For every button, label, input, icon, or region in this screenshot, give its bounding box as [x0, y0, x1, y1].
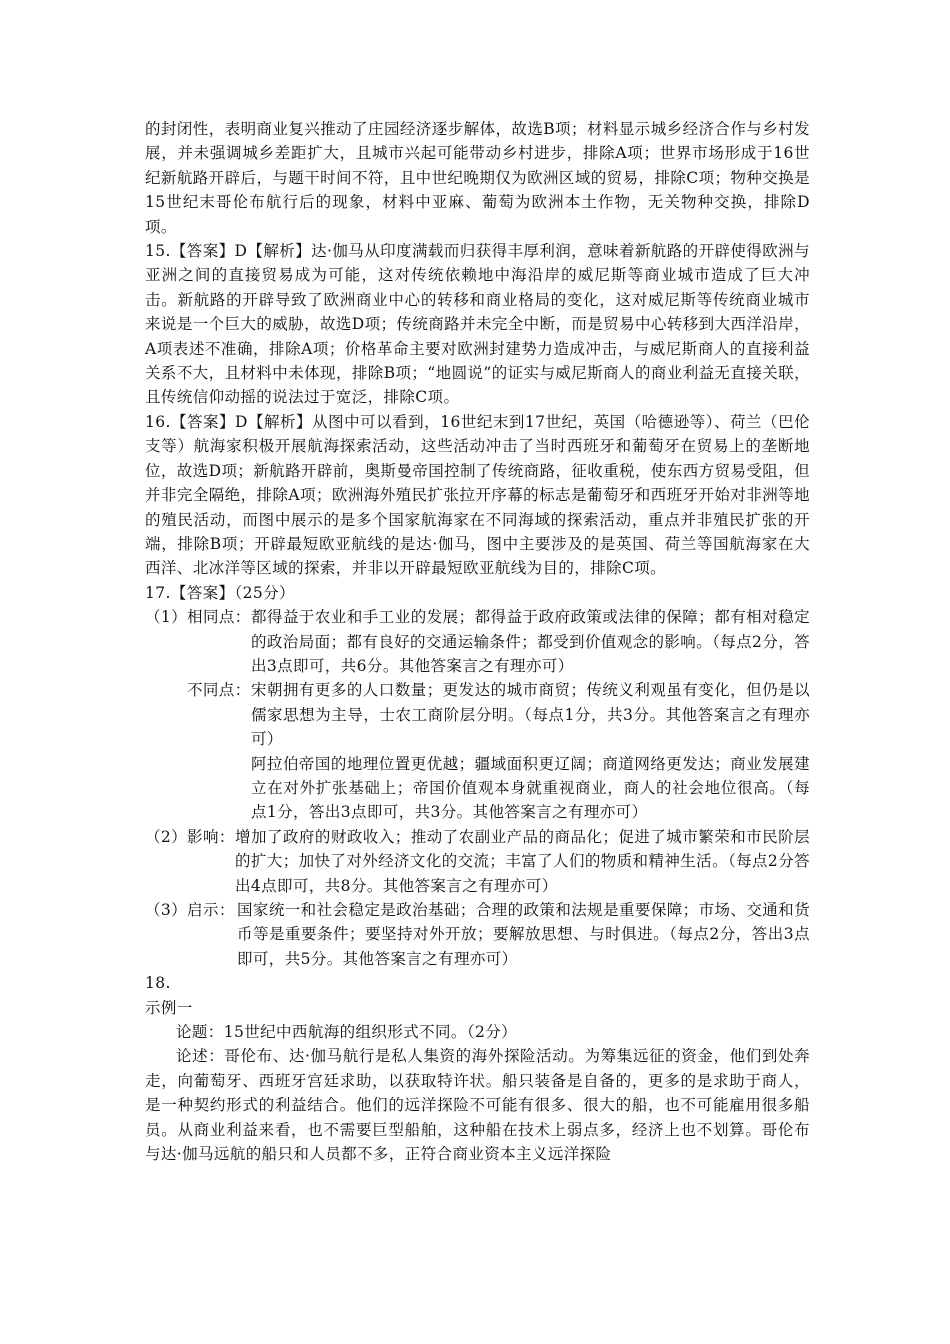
q17-part1-label: （1）相同点：: [145, 608, 251, 627]
q16-answer: 16.【答案】D【解析】从图中可以看到，16世纪末到17世纪，英国（哈德逊等）、荷兰（巴伦支等）航海家积极开展航海探索活动，这些活动冲击了当时西班牙和葡萄牙在贸易上的垄断地位，故选D项；新航路开辟前，奥斯曼帝国控制了传统商路，征收重税，使东西方贸易受阻，但并非完全隔绝，排除A项；欧洲海外殖民扩张拉开序幕的标志是葡萄牙和西班牙开始对非洲等地的殖民活动，而图中展示的是多个国家航海家在不同海域的探索活动，重点并非殖民扩张的开端，排除B项；开辟最短欧亚航线的是达·伽马，图中主要涉及的是英国、荷兰等国航海家在大西洋、北冰洋等区域的探索，并非以开辟最短欧亚航线为目的，排除C项。: [145, 412, 810, 578]
q17-diff-text: 宋朝拥有更多的人口数量；更发达的城市商贸；传统义利观虽有变化，但仍是以儒家思想为主导，士农工商阶层分明。（每点1分，共3分。其他答案言之有理亦可）: [251, 681, 810, 749]
q18-number: 18.: [145, 974, 171, 993]
q17-part1-text: 都得益于农业和手工业的发展；都得益于政府政策或法律的保障；都有相对稳定的政治局面；都有良好的交通运输条件；都受到价值观念的影响。（每点2分，答出3点即可，共6分。其他答案言之有理亦可）: [251, 608, 811, 675]
q17-part3: [145, 898, 810, 971]
q17-part3-text: 国家统一和社会稳定是政治基础；合理的政策和法规是重要保障；市场、交通和货币等是重要条件；要坚持对外开放；要解放思想、与时俱进。（每点2分，答出3点即可，共5分。其他答案言之有理亦可）: [237, 901, 810, 968]
q18-example-label: 示例一: [145, 998, 193, 1017]
q17-diff-label: 不同点：: [187, 681, 251, 700]
q18-thesis: 论题：15世纪中西航海的组织形式不同。（2分）: [176, 1023, 518, 1042]
q17-diff-text-arab: 阿拉伯帝国的地理位置更优越；疆域面积更辽阔；商道网络更发达；商业发展建立在对外扩张基础上；帝国价值观本身就重视商业，商人的社会地位很高。（每点1分，答出3点即可，共3分。其他答案言之有理亦可）: [251, 754, 810, 822]
q17-part3-label: （3）启示：: [145, 901, 235, 919]
q15-answer: 15.【答案】D【解析】达·伽马从印度满载而归获得丰厚利润，意味着新航路的开辟使得欧洲与亚洲之间的直接贸易成为可能，这对传统依赖地中海沿岸的威尼斯等商业城市造成了巨大冲击。新航路的开辟导致了欧洲商业中心的转移和商业格局的变化，这对威尼斯等传统商业城市来说是一个巨大的威胁，故选D项；传统商路并未完全中断，而是贸易中心转移到大西洋沿岸，A项表述不准确，排除A项；价格革命主要对欧洲封建势力造成冲击，与威尼斯商人的直接利益关系不大，且材料中未体现，排除B项；“地圆说”的证实与威尼斯商人的商业利益无直接关联，且传统信仰动摇的说法过于宽泛，排除C项。: [145, 242, 810, 407]
q17-part2-label: （2）影响：: [145, 827, 235, 846]
q18-argument: 论述：哥伦布、达·伽马航行是私人集资的海外探险活动。为筹集远征的资金，他们到处奔走，向葡萄牙、西班牙宫廷求助，以获取特许状。船只装备是自备的，更多的是求助于商人，是一种契约形式的利益结合。他们的远洋探险不可能有很多、很大的船，也不可能雇用很多船员。从商业利益来看，也不需要巨型船舶，这种船在技术上弱点多，经济上也不划算。哥伦布与达·伽马远航的船只和人员都不多，正符合商业资本主义远洋探险: [145, 1047, 810, 1164]
q17-part1-diff: [145, 678, 810, 751]
q17-header: 17.【答案】（25分）: [145, 583, 295, 602]
q17-part1-same: [145, 605, 810, 678]
q14-continuation: 的封闭性，表明商业复兴推动了庄园经济逐步解体，故选B项；材料显示城乡经济合作与乡村发展，并未强调城乡差距扩大，且城市兴起可能带动乡村进步，排除A项；世界市场形成于16世纪新航路开辟后，与题干时间不符，且中世纪晚期仅为欧洲区域的贸易，排除C项；物种交换是15世纪末哥伦布航行后的现象，材料中亚麻、葡萄为欧洲本土作物，无关物种交换，排除D项。: [145, 120, 810, 236]
q17-part2: [145, 825, 810, 898]
answer-key-text: [145, 117, 810, 1166]
q17-part2-text: 增加了政府的财政收入；推动了农副业产品的商品化；促进了城市繁荣和市民阶层的扩大；加快了对外经济文化的交流；丰富了人们的物质和精神生活。（每点2分答出4点即可，共8分。其他答案言之有理亦可）: [235, 827, 810, 895]
